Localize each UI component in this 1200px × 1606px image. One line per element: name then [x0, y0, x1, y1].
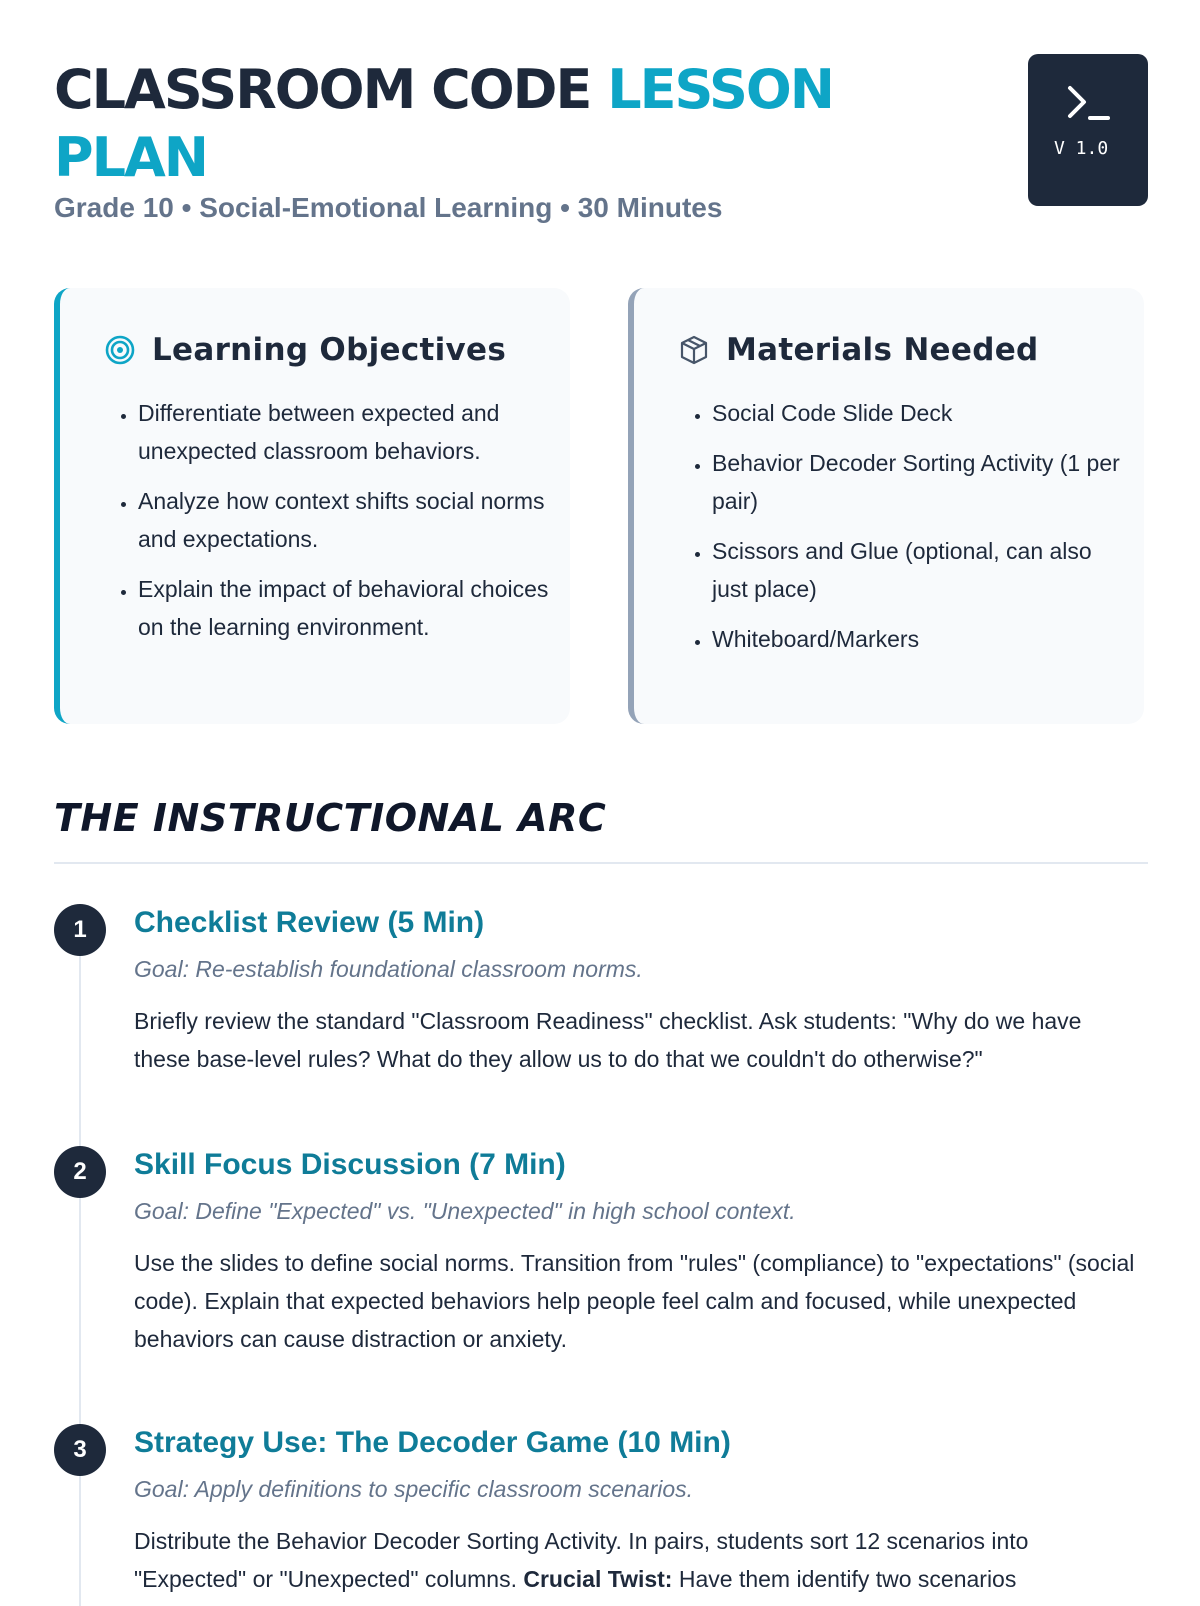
step-goal: Goal: Define "Expected" vs. "Unexpected" in high school context. — [134, 1198, 796, 1224]
materials-list — [684, 394, 1132, 670]
step-goal: Goal: Apply definitions to specific classroom scenarios. — [134, 1476, 694, 1502]
page-subtitle: Grade 10 • Social-Emotional Learning • 30 Minutes — [54, 192, 723, 223]
target-icon — [104, 334, 136, 366]
title-accent: LESSON PLAN — [54, 58, 833, 189]
learning-objectives-card — [54, 288, 570, 724]
page-title — [54, 56, 954, 192]
materials-header — [678, 330, 1039, 370]
version-logo — [1028, 54, 1148, 206]
list-item: • Differentiate between expected and unexpected classroom behaviors. — [138, 394, 558, 470]
objectives-title: Learning Objectives — [152, 332, 507, 368]
step-body-text-continued: Have them identify two scenarios — [678, 1566, 1017, 1592]
step-title: Checklist Review (5 Min) — [134, 906, 485, 939]
list-item: • Scissors and Glue (optional, can also just place) — [712, 532, 1132, 608]
lesson-plan-page — [54, 0, 1148, 1600]
timeline-line — [79, 1198, 81, 1434]
step-body: Briefly review the standard "Classroom Readiness" checklist. Ask students: "Why do we have these base-level rules? What do they allow us to do that we couldn't do otherwise?" — [134, 1008, 1082, 1072]
version-label: V 1.0 — [1054, 138, 1109, 159]
list-item: • Explain the impact of behavioral choices on the learning environment. — [138, 570, 558, 646]
list-item: • Behavior Decoder Sorting Activity (1 per pair) — [712, 444, 1132, 520]
objectives-list — [110, 394, 558, 658]
step-number-badge: 3 — [54, 1424, 106, 1476]
list-item: • Social Code Slide Deck — [712, 394, 1132, 432]
timeline-line — [79, 1476, 81, 1606]
box-icon — [678, 334, 710, 366]
timeline-line — [79, 956, 81, 1156]
step-title: Skill Focus Discussion (7 Min) — [134, 1148, 566, 1181]
step-body-text: Distribute the Behavior Decoder Sorting Activity. In pairs, students sort 12 scenarios into "Expected" or "Unexpected" columns. — [134, 1528, 1029, 1592]
title-main: CLASSROOM CODE — [54, 58, 591, 121]
section-divider — [54, 862, 1148, 864]
objectives-header — [104, 330, 506, 370]
step-body-emphasis: Crucial Twist: — [523, 1566, 673, 1592]
materials-card — [628, 288, 1144, 724]
step-number-badge: 1 — [54, 904, 106, 956]
terminal-prompt-icon — [1066, 84, 1112, 124]
step-goal: Goal: Re-establish foundational classroom norms. — [134, 956, 643, 982]
list-item: • Whiteboard/Markers — [712, 620, 1132, 658]
list-item: • Analyze how context shifts social norms and expectations. — [138, 482, 558, 558]
step-number-badge: 2 — [54, 1146, 106, 1198]
materials-title: Materials Needed — [726, 332, 1039, 368]
step-title: Strategy Use: The Decoder Game (10 Min) — [134, 1426, 731, 1459]
step-body — [134, 1522, 1144, 1598]
section-title: THE INSTRUCTIONAL ARC — [54, 796, 607, 840]
step-body: Use the slides to define social norms. Transition from "rules" (compliance) to "expectations" (social code). Explain that expected behaviors help people feel calm and focused, while unexpected behaviors can cause distraction or anxiety. — [134, 1250, 1135, 1352]
